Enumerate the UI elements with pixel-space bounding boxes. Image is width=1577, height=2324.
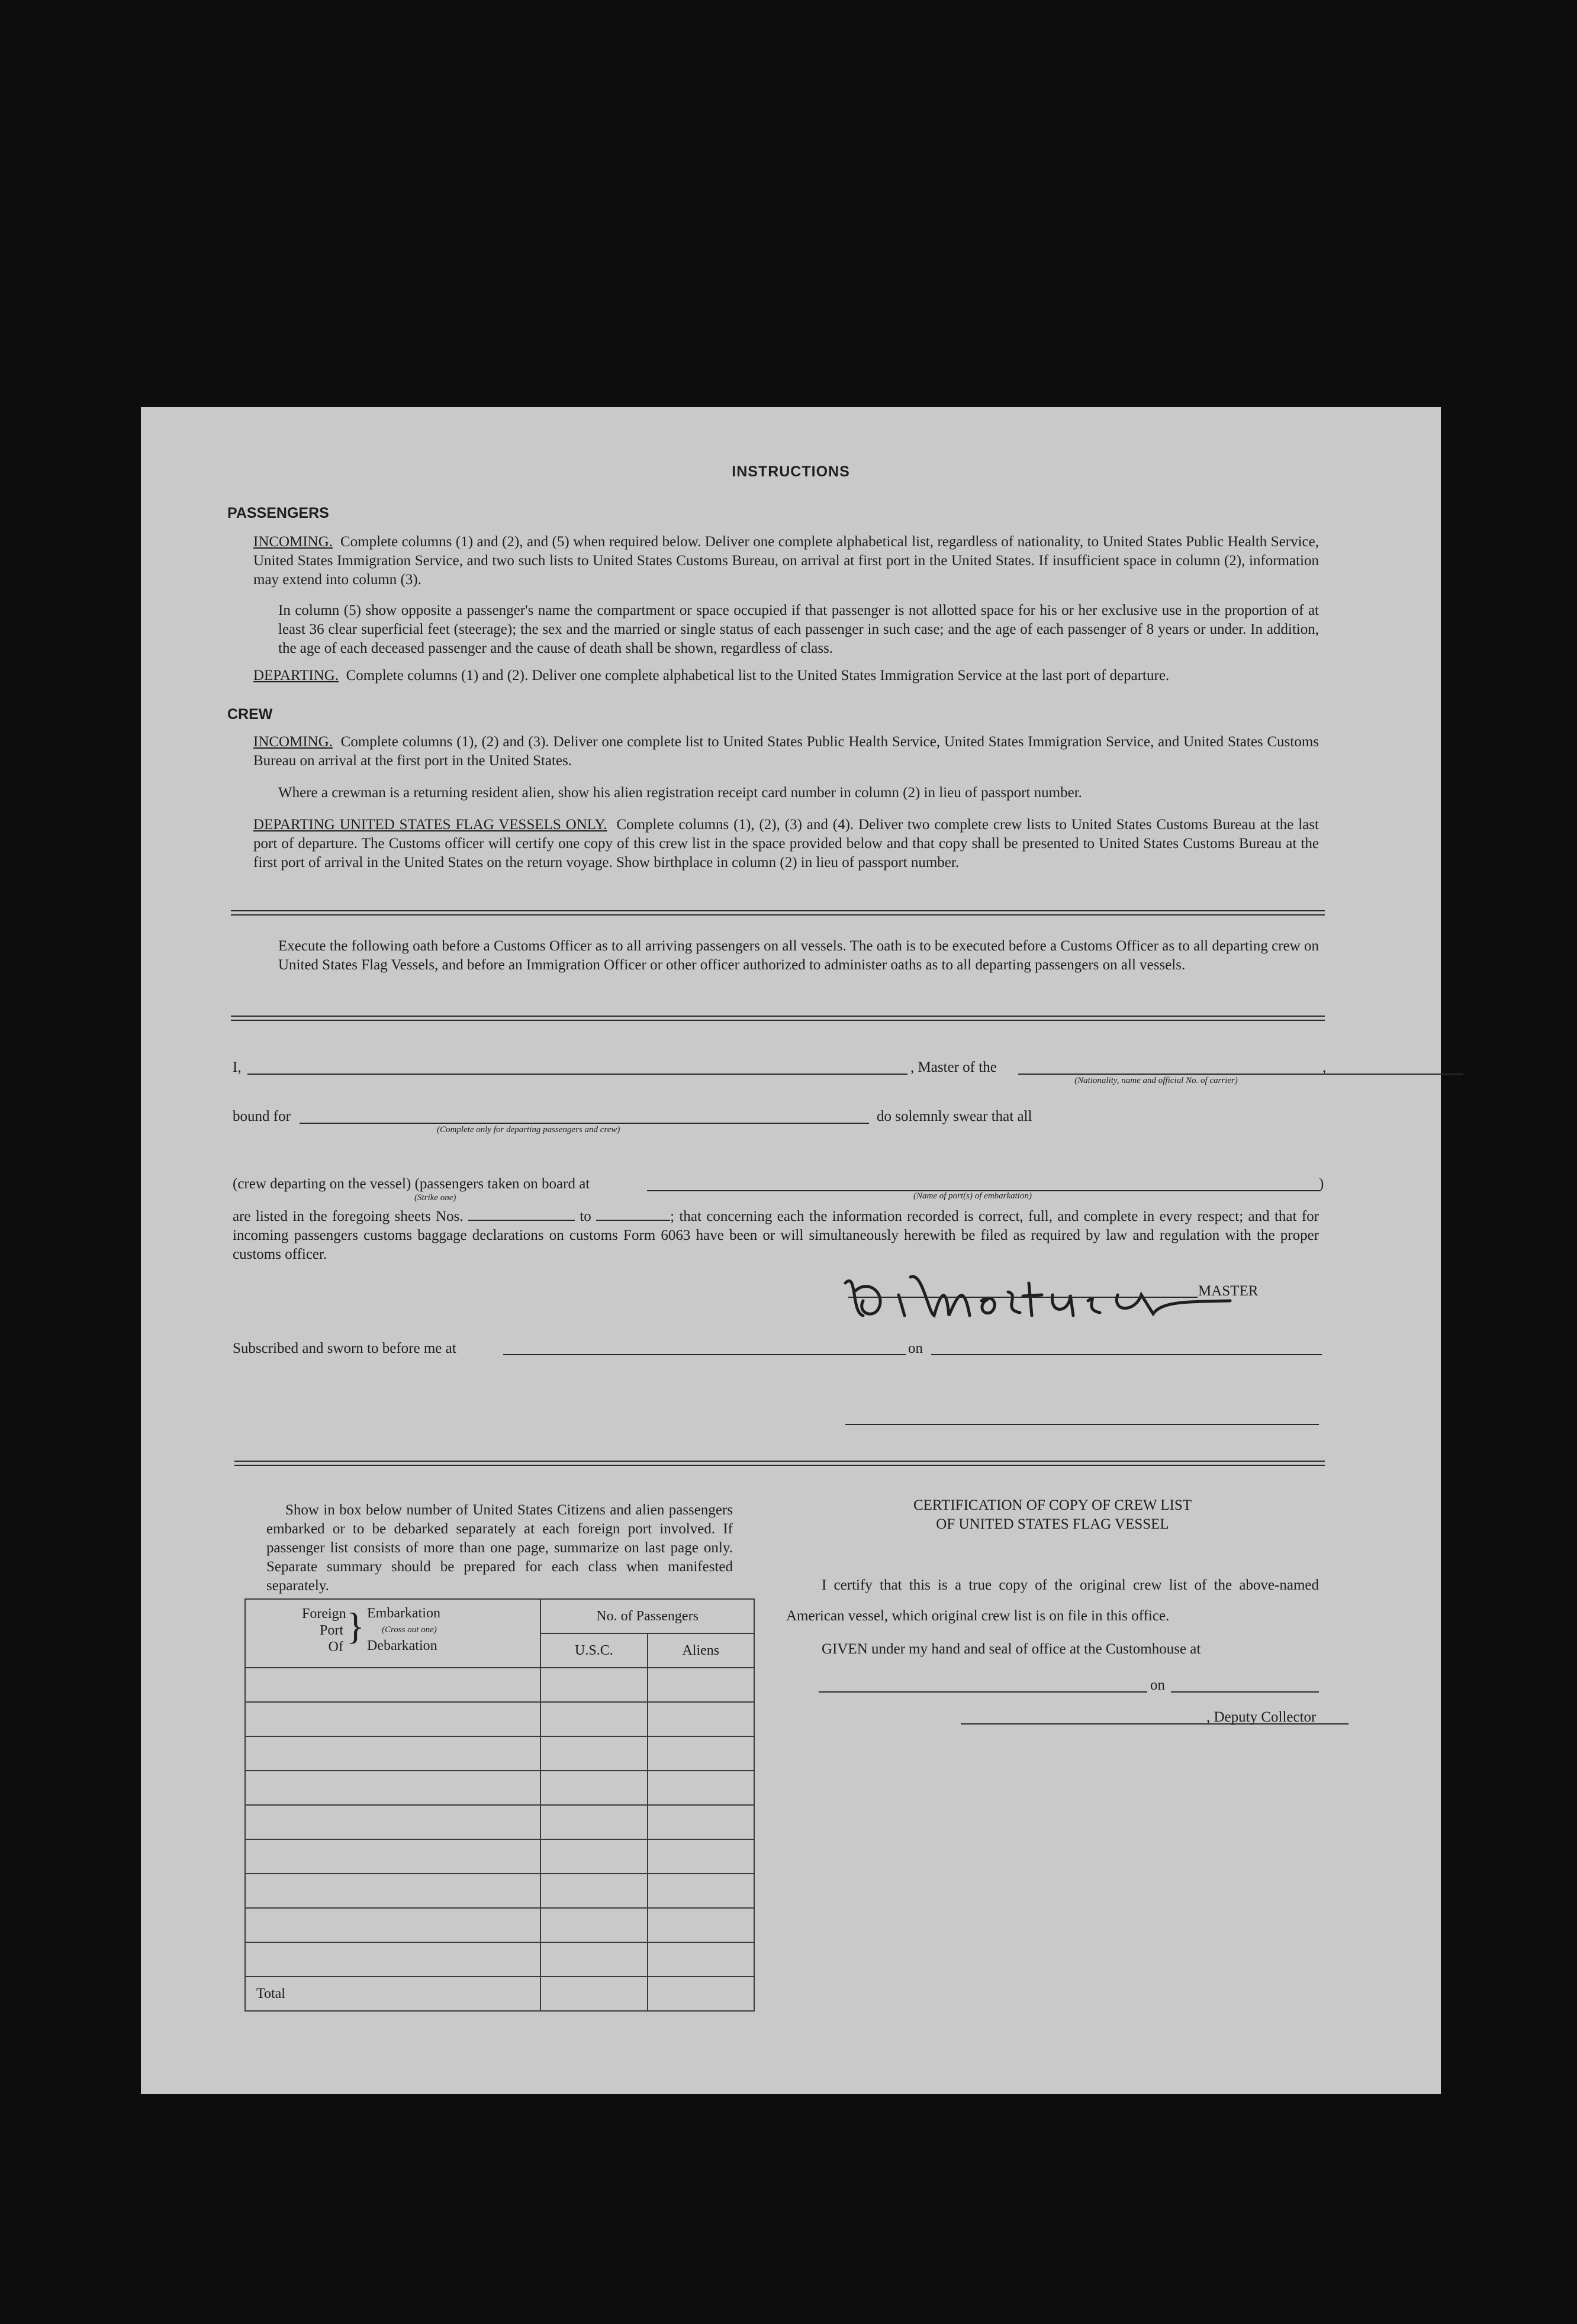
complete-note: (Complete only for departing passengers and crew) <box>437 1125 620 1134</box>
port-cell[interactable] <box>245 1908 540 1942</box>
port-close-paren: ) <box>1319 1176 1324 1192</box>
certification-text: I certify that this is a true copy of the original crew list of the above-named American vessel, which original crew list is on file in this office. <box>786 1577 1319 1624</box>
foreign-port-of-label: Foreign Port Of <box>302 1606 346 1655</box>
table-row <box>245 1771 754 1805</box>
aliens-cell[interactable] <box>648 1736 754 1771</box>
usc-cell[interactable] <box>540 1942 647 1977</box>
master-name-line[interactable] <box>247 1074 907 1075</box>
nationality-note: (Nationality, name and official No. of carrier) <box>1074 1076 1238 1085</box>
certification-on: on <box>1150 1677 1165 1693</box>
table-row <box>245 1908 754 1942</box>
subscribed-date-line[interactable] <box>931 1354 1322 1355</box>
aliens-header: Aliens <box>648 1633 754 1668</box>
crew-heading: CREW <box>227 706 273 723</box>
table-row <box>245 1668 754 1702</box>
port-cell[interactable] <box>245 1805 540 1839</box>
carrier-line[interactable] <box>1018 1074 1463 1075</box>
subscribed-text: Subscribed and sworn to before me at <box>233 1340 456 1356</box>
crew-incoming-label: INCOMING. <box>253 734 333 750</box>
oath-bound-for: bound for <box>233 1108 291 1124</box>
summary-divider <box>234 1461 1325 1466</box>
passengers-incoming-label: INCOMING. <box>253 534 333 550</box>
page-title: INSTRUCTIONS <box>732 463 850 480</box>
passengers-departing-text: Complete columns (1) and (2). Deliver one complete alphabetical list to the United States Immigration Service at the last port of departure. <box>346 668 1170 684</box>
document-page <box>141 407 1441 2094</box>
usc-cell[interactable] <box>540 1874 647 1908</box>
oath-i-label: I, <box>233 1059 242 1075</box>
total-label: Total <box>245 1977 540 2011</box>
crew-departing-label: DEPARTING UNITED STATES FLAG VESSELS ONLY. <box>253 817 607 833</box>
port-header-cell <box>245 1599 540 1668</box>
brace-glyph: } <box>346 1605 365 1647</box>
subscribed-on: on <box>908 1340 923 1356</box>
usc-total-cell[interactable] <box>540 1977 647 2011</box>
master-label: MASTER <box>1198 1283 1259 1299</box>
port-cell[interactable] <box>245 1839 540 1874</box>
bound-for-line[interactable] <box>300 1123 869 1124</box>
oath-listed: are listed in the foregoing sheets Nos. <box>233 1208 464 1224</box>
crew-departing-text: Complete columns (1), (2), (3) and (4). Deliver two complete crew lists to United States Customs Bureau at the last port of departure. The Customs officer will certify one copy of this crew list in the space provided below and that copy shall be presented to United States Customs Bureau at the first port of arrival in the United States on the return voyage. Show birthplace in column (2) in lieu of passport number. <box>253 817 1319 871</box>
passengers-heading: PASSENGERS <box>227 505 329 521</box>
usc-cell[interactable] <box>540 1771 647 1805</box>
subscribed-place-line[interactable] <box>503 1354 906 1355</box>
sheet-from-field[interactable] <box>468 1209 575 1221</box>
table-row <box>245 1805 754 1839</box>
summary-instructions: Show in box below number of United States Citizens and alien passengers embarked or to be debarked separately at each foreign port involved. If passenger list consists of more than one page, summarize on last page only. Separate summary should be prepared for each class when manifested separately. <box>266 1502 733 1594</box>
embarkation-label: Embarkation <box>367 1606 440 1621</box>
num-passengers-header: No. of Passengers <box>540 1599 754 1633</box>
oath-master-of: , Master of the <box>910 1059 997 1075</box>
debarkation-label: Debarkation <box>367 1638 437 1653</box>
crew-departing-paragraph <box>253 816 1319 872</box>
usc-header: U.S.C. <box>540 1633 647 1668</box>
crew-resident-paragraph: Where a crewman is a returning resident alien, show his alien registration receipt card number in column (2) in lieu of passport number. <box>278 785 1082 801</box>
passenger-summary-table <box>244 1598 755 2012</box>
passengers-column5-paragraph: In column (5) show opposite a passenger's name the compartment or space occupied if that passenger is not allotted space for his or her exclusive use in the proportion of at least 36 clear superficial feet (steerage); the sex and the married or single status of each passenger in such case; and the age of each passenger of 8 years or under. In addition, the age of each deceased passenger and the cause of death shall be shown, regardless of class. <box>278 602 1319 656</box>
aliens-cell[interactable] <box>648 1668 754 1702</box>
port-cell[interactable] <box>245 1942 540 1977</box>
oath-crew-passengers: (crew departing on the vessel) (passengers taken on board at <box>233 1176 590 1192</box>
table-row <box>245 1874 754 1908</box>
port-cell[interactable] <box>245 1771 540 1805</box>
section-divider <box>231 910 1325 916</box>
aliens-cell[interactable] <box>648 1771 754 1805</box>
table-row <box>245 1736 754 1771</box>
port-cell[interactable] <box>245 1736 540 1771</box>
customhouse-line[interactable] <box>819 1691 1147 1693</box>
certification-date-line[interactable] <box>1171 1691 1319 1693</box>
passengers-departing-label: DEPARTING. <box>253 668 339 684</box>
usc-cell[interactable] <box>540 1702 647 1736</box>
oath-divider <box>231 1016 1325 1021</box>
aliens-cell[interactable] <box>648 1805 754 1839</box>
cross-out-note: (Cross out one) <box>382 1625 437 1635</box>
certification-title-line2: OF UNITED STATES FLAG VESSEL <box>936 1516 1169 1532</box>
port-note: (Name of port(s) of embarkation) <box>913 1191 1032 1201</box>
usc-cell[interactable] <box>540 1805 647 1839</box>
table-row <box>245 1942 754 1977</box>
port-cell[interactable] <box>245 1702 540 1736</box>
port-cell[interactable] <box>245 1874 540 1908</box>
master-signature <box>822 1259 1236 1324</box>
passengers-incoming-paragraph <box>253 533 1319 589</box>
aliens-cell[interactable] <box>648 1839 754 1874</box>
table-row <box>245 1839 754 1874</box>
usc-cell[interactable] <box>540 1908 647 1942</box>
officer-signature-line[interactable] <box>845 1424 1319 1425</box>
aliens-total-cell[interactable] <box>648 1977 754 2011</box>
crew-incoming-text: Complete columns (1), (2) and (3). Deliver one complete list to United States Public Health Service, United States Immigration Service, and United States Customs Bureau on arrival at the first port in the United States. <box>253 734 1319 769</box>
oath-swear: do solemnly swear that all <box>877 1108 1032 1124</box>
port-cell[interactable] <box>245 1668 540 1702</box>
aliens-cell[interactable] <box>648 1908 754 1942</box>
master-signature-line[interactable] <box>848 1297 1198 1298</box>
oath-intro: Execute the following oath before a Customs Officer as to all arriving passengers on all vessels. The oath is to be executed before a Customs Officer as to all departing crew on United States Flag Vessels, and before an Immigration Officer or other officer authorized to administer oaths as to all departing passengers on all vessels. <box>278 938 1319 973</box>
aliens-cell[interactable] <box>648 1702 754 1736</box>
table-row <box>245 1702 754 1736</box>
usc-cell[interactable] <box>540 1668 647 1702</box>
oath-certify-paragraph <box>233 1207 1319 1264</box>
crew-incoming-paragraph <box>253 733 1319 771</box>
aliens-cell[interactable] <box>648 1942 754 1977</box>
certification-title-line1: CERTIFICATION OF COPY OF CREW LIST <box>913 1497 1192 1513</box>
passengers-incoming-text: Complete columns (1) and (2), and (5) when required below. Deliver one complete alphabetical list, regardless of nationality, to United States Public Health Service, United States Immigration Service, and two such lists to United States Customs Bureau, on arrival at first port in the United States. If insufficient space in column (2), information may extend into column (3). <box>253 534 1319 588</box>
total-row <box>245 1977 754 2011</box>
deputy-collector-label: , Deputy Collector <box>1206 1709 1317 1725</box>
certification-given: GIVEN under my hand and seal of office at the Customhouse at <box>822 1641 1201 1657</box>
carrier-comma: , <box>1322 1059 1327 1075</box>
signature-stroke <box>845 1277 1230 1316</box>
oath-to: to <box>580 1208 591 1224</box>
usc-cell[interactable] <box>540 1736 647 1771</box>
oath-certify-text: ; that concerning each the information recorded is correct, full, and complete in every respect; and that for incoming passengers customs baggage declarations on customs Form 6063 have been or will simultaneously herewith be filed as required by law and regulation with the proper customs officer. <box>233 1208 1319 1262</box>
sheet-to-field[interactable] <box>596 1209 670 1221</box>
usc-cell[interactable] <box>540 1839 647 1874</box>
passengers-departing-paragraph <box>253 666 1319 685</box>
aliens-cell[interactable] <box>648 1874 754 1908</box>
strike-one-note: (Strike one) <box>414 1193 456 1203</box>
